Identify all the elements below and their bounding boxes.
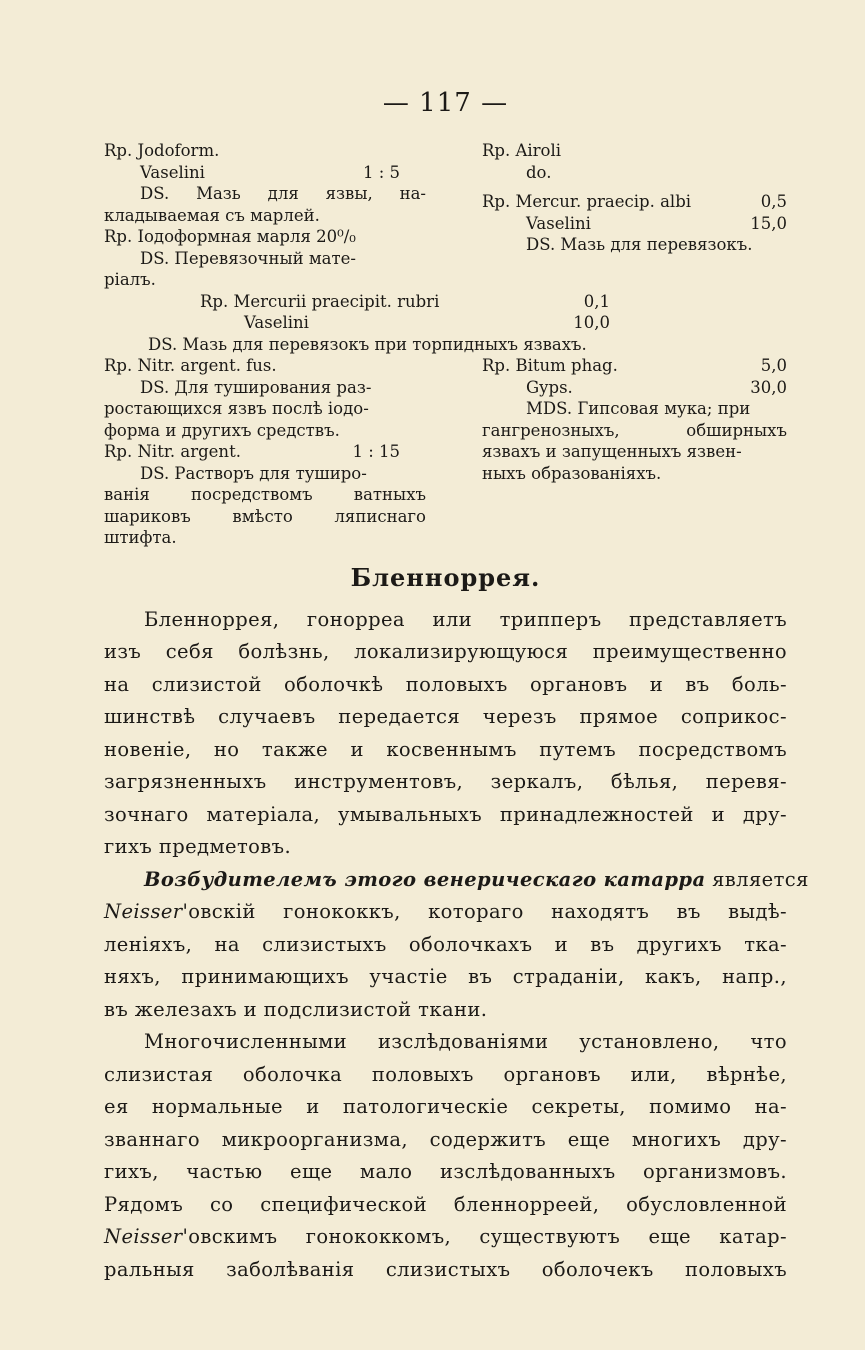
- recipe-line: ростающихся язвъ послѣ іодо-: [104, 399, 369, 418]
- recipe-line: штифта.: [104, 528, 177, 547]
- recipe-line: Rp. Mercurii praecipit. rubri 0,1: [200, 291, 610, 311]
- recipe-line: форма и другихъ средствъ.: [104, 420, 340, 440]
- center-prescription-ds: DS. Мазь для перевязокъ при торпидныхъ язвахъ.: [148, 334, 587, 354]
- recipe-line: Gyps. 30,0: [526, 377, 787, 397]
- body-text: [104, 604, 809, 1287]
- author-name: Neisser: [104, 1225, 183, 1248]
- recipe-line: Rp. Jodoform.: [104, 141, 220, 160]
- right-column: [482, 140, 787, 291]
- paragraph: Возбудителемъ этого венерическаго катарра является Neisser'овскій гонококкъ, котораго находятъ въ выдѣ- леніяхъ, на слизистыхъ оболочкахъ и въ другихъ тка- няхъ, принимающихъ участіе въ страданіи, какъ, напр., въ железахъ и подслизистой ткани.: [104, 867, 809, 1021]
- prescriptions-top: [104, 140, 787, 291]
- recipe-line: do.: [526, 162, 552, 182]
- recipe-line: Rp. Nitr. argent. fus.: [104, 356, 277, 375]
- section-title: Бленноррея.: [350, 562, 541, 592]
- prescriptions-section: [104, 140, 787, 549]
- recipe-line: ныхъ образованіяхъ.: [482, 463, 662, 483]
- page-number: — 117 —: [382, 88, 509, 118]
- recipe-line: кладываемая съ марлей.: [104, 205, 320, 225]
- right-column-2: [482, 355, 787, 549]
- paragraph: Бленноррея, гонорреа или трипперъ представляетъ изъ себя болѣзнь, локализирующуюся преимущественно на слизистой оболочкѣ половыхъ органовъ и въ боль- шинствѣ случаевъ передается черезъ прямое соприкос- новеніе, но также и косвеннымъ путемъ посредствомъ загрязненныхъ инструментовъ, зеркалъ, бѣлья, перевя- зочнаго матеріала, умывальныхъ принадлежностей и дру- гихъ предметовъ.: [104, 607, 787, 858]
- recipe-line: язвахъ и запущенныхъ язвен-: [482, 442, 742, 461]
- recipe-line: Vaselini 1 : 5: [140, 162, 400, 182]
- left-column: [104, 140, 426, 291]
- recipe-line: DS. Мазь для перевязокъ.: [526, 235, 753, 254]
- recipe-line: MDS. Гипсовая мука; при: [526, 399, 751, 418]
- author-name: Neisser: [104, 900, 183, 923]
- recipe-line: ванія посредствомъ ватныхъ: [104, 485, 426, 504]
- emphasis-text: Возбудителемъ этого венерическаго катарра: [144, 867, 706, 891]
- recipe-line: Rp. Bitum phag. 5,0: [482, 356, 787, 375]
- recipe-line: Rp. Airoli: [482, 141, 562, 160]
- paragraph: Многочисленными изслѣдованіями установлено, что слизистая оболочка половыхъ органовъ или, вѣрнѣе, ея нормальные и патологическіе секреты, помимо на- званнаго микроорганизма, содержитъ еще многихъ дру- гихъ, частью еще мало изслѣдованныхъ организмовъ. Рядомъ со специфической бленнорреей, обусловленной Neisser'овскимъ гонококкомъ, существуютъ еще катар- ральныя заболѣванія слизистыхъ оболочекъ половыхъ: [104, 1030, 787, 1281]
- recipe-line: Vaselini 10,0: [244, 313, 610, 332]
- left-column-2: [104, 355, 426, 549]
- recipe-line: DS. Для туширования раз-: [140, 377, 372, 397]
- recipe-line: Rp. Mercur. praecip. albi 0,5: [482, 192, 787, 211]
- center-prescription: [104, 291, 620, 334]
- recipe-line: DS. Мазь для язвы, на-: [140, 184, 426, 203]
- recipe-line: Vaselini 15,0: [526, 213, 787, 233]
- recipe-line: Rp. Іодоформная марля 20⁰/₀: [104, 227, 356, 246]
- recipe-line: шариковъ вмѣсто ляписнаго: [104, 506, 426, 526]
- recipe-line: DS. Перевязочный мате-: [140, 248, 356, 268]
- prescriptions-bottom: [104, 355, 787, 549]
- recipe-line: DS. Растворъ для туширо-: [140, 463, 367, 483]
- recipe-line: Rp. Nitr. argent. 1 : 15: [104, 442, 400, 461]
- recipe-line: ріалъ.: [104, 270, 156, 289]
- recipe-line: гангренозныхъ, обширныхъ: [482, 420, 787, 440]
